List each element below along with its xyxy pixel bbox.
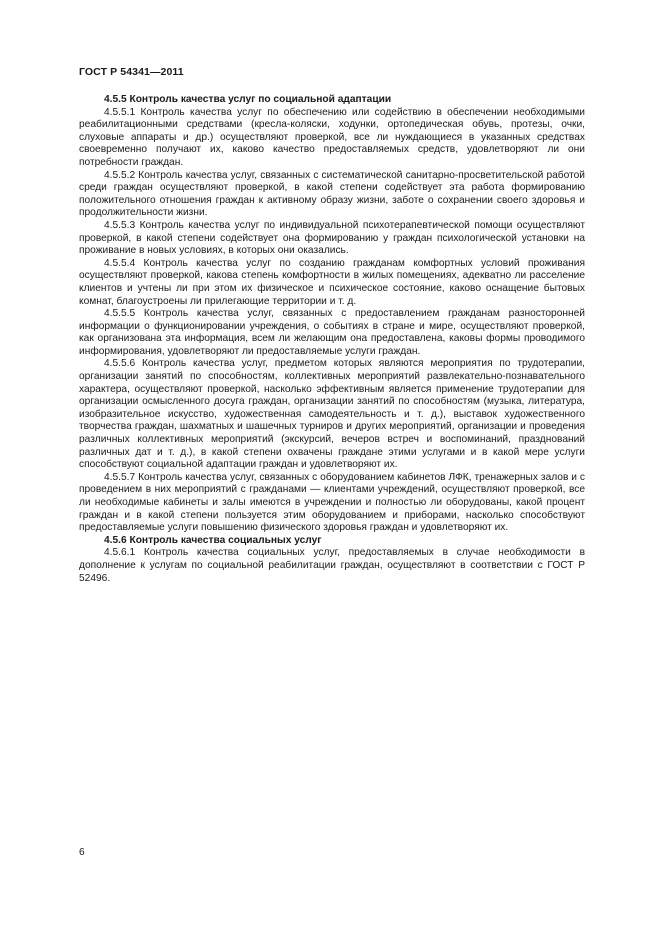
paragraph: 4.5.5.4 Контроль качества услуг по созданию гражданам комфортных условий проживания осуществляют проверкой, какова степень комфортности в жилых помещениях, адекватно ли расселение клиентов и учтены ли при этом их физическое и психическое состояние, каково оснащение бытовых комнат, благоустроены ли прилегающие территории и т. д. bbox=[79, 257, 585, 307]
paragraph: 4.5.6.1 Контроль качества социальных услуг, предоставляемых в случае необходимости в дополнение к услугам по социальной реабилитации граждан, осуществляют в соответствии с ГОСТ Р 52496. bbox=[79, 547, 585, 584]
standard-header: ГОСТ Р 54341—2011 bbox=[79, 66, 184, 78]
paragraph: 4.5.5.5 Контроль качества услуг, связанных с предоставлением гражданам разносторонней информации о функционировании учреждения, о событиях в стране и мире, осуществляют проверкой, как организована эта информация, всем ли желающим она предоставлена, каковы формы проводимого информирования, удовлетворяют ли предоставляемые услуги граждан. bbox=[79, 308, 585, 357]
paragraph: 4.5.5.2 Контроль качества услуг, связанных с систематической санитарно-просветительской работой среди граждан осуществляют проверкой, в какой степени содействует эта работа формированию положительного отношения граждан к активному образу жизни, заботе о сохранении своего здоровья и продолжительности жизни. bbox=[79, 169, 585, 219]
section-heading: 4.5.6 Контроль качества социальных услуг bbox=[104, 534, 322, 546]
section-heading: 4.5.5 Контроль качества услуг по социальной адаптации bbox=[104, 94, 392, 105]
document-body bbox=[79, 94, 585, 585]
paragraph: 4.5.5.6 Контроль качества услуг, предметом которых являются мероприятия по трудотерапии, организации занятий по способностям, коллективных мероприятий развлекательно-познавательного характера, осуществляют проверкой, насколько эффективным является применение трудотерапии для организации осмысленного досуга граждан, организации занятий по способностям (музыка, литература, изобразительное искусство, художественная самодеятельность и т. д.), выставок художественного творчества граждан, шахматных и шашечных турниров и других мероприятий, организации и проведения различных коллективных мероприятий (экскурсий, вечеров встреч и воспоминаний, празднований различных дат и т. д.), в какой степени охвачены граждане этими услугами и в какой мере услуги способствуют социальной адаптации граждан и удовлетворяют их. bbox=[79, 358, 585, 471]
paragraph: 4.5.5.3 Контроль качества услуг по индивидуальной психотерапевтической помощи осуществляют проверкой, в какой степени содействует она формированию у граждан психологической установки на проживание в новых условиях, в которых они оказались. bbox=[79, 219, 585, 257]
paragraph: 4.5.5.7 Контроль качества услуг, связанных с оборудованием кабинетов ЛФК, тренажерных залов и с проведением в них мероприятий с гражданами — клиентами учреждений, осуществляют проверкой, все ли необходимые кабинеты и залы имеются в учреждении и полностью ли оборудованы, какой процент граждан и в какой степени пользуется этим оборудованием и приборами, насколько способствуют предоставляемые услуги повышению физического здоровья граждан и удовлетворяют их. bbox=[79, 471, 585, 534]
page-number: 6 bbox=[79, 847, 85, 858]
paragraph: 4.5.5.1 Контроль качества услуг по обеспечению или содействию в обеспечении необходимыми реабилитационными средствами (кресла-коляски, ходунки, ортопедическая обувь, протезы, очки, слуховые аппараты и др.) осуществляют проверкой, все ли нуждающиеся в указанных средствах своевременно получают их, каково качество предоставляемых средств, удовлетворяют ли они потребности граждан. bbox=[79, 106, 585, 168]
